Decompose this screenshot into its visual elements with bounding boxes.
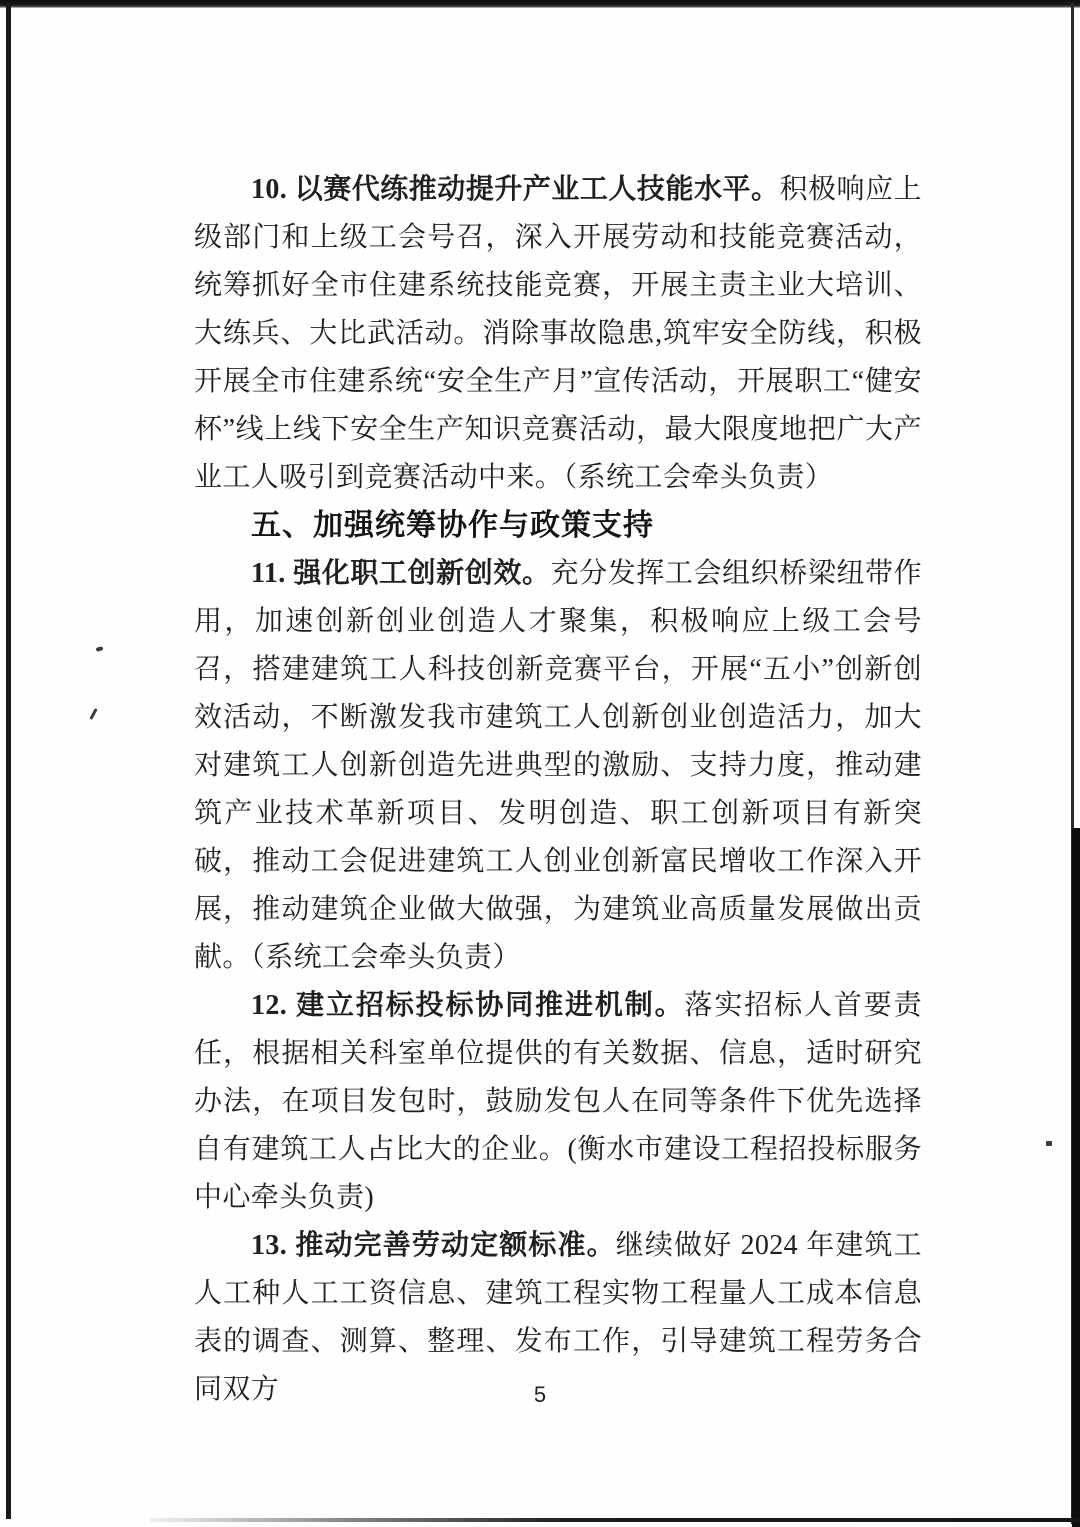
scan-speck [1046, 1141, 1052, 1146]
scan-speck [89, 708, 97, 720]
paragraph-item-12-lead: 12. 建立招标投标协同推进机制。 [251, 990, 685, 1021]
paragraph-item-12-text: 落实招标人首要责任，根据相关科室单位提供的有关数据、信息，适时研究办法，在项目发包时，鼓励发包人在同等条件下优先选择自有建筑工人占比大的企业。(衡水市建设工程招投标服务中心牵头负责) [194, 990, 922, 1213]
paragraph-item-12 [194, 982, 922, 1222]
scan-speck [96, 646, 104, 652]
scan-edge-shadow [1072, 828, 1080, 1527]
paragraph-item-13-text: 继续做好 2024 年建筑工人工种人工工资信息、建筑工程实物工程量人工成本信息表的调查、测算、整理、发布工作，引导建筑工程劳务合同双方 [194, 1230, 922, 1405]
page-border-top [0, 0, 1080, 8]
paragraph-item-10 [194, 166, 922, 502]
paragraph-item-13-lead: 13. 推动完善劳动定额标准。 [251, 1230, 616, 1261]
paragraph-item-10-text: 积极响应上级部门和上级工会号召，深入开展劳动和技能竞赛活动，统筹抓好全市住建系统技能竞赛，开展主责主业大培训、大练兵、大比武活动。消除事故隐患,筑牢安全防线，积极开展全市住建系统“安全生产月”宣传活动，开展职工“健安杯”线上线下安全生产知识竞赛活动，最大限度地把广大产业工人吸引到竞赛活动中来。（系统工会牵头负责） [194, 174, 922, 493]
page-border-left [6, 3, 11, 1519]
section-heading-five: 五、加强统筹协作与政策支持 [251, 509, 654, 542]
paragraph-item-11-lead: 11. 强化职工创新创效。 [251, 558, 551, 589]
page-number: 5 [533, 1382, 547, 1407]
page-border-bottom [150, 1518, 1080, 1522]
paragraph-item-11 [194, 550, 922, 982]
document-body [194, 166, 922, 1414]
paragraph-item-10-lead: 10. 以赛代练推动提升产业工人技能水平。 [251, 174, 780, 205]
paragraph-item-11-text: 充分发挥工会组织桥梁纽带作用，加速创新创业创造人才聚集，积极响应上级工会号召，搭建建筑工人科技创新竞赛平台，开展“五小”创新创效活动，不断激发我市建筑工人创新创业创造活力，加大对建筑工人创新创造先进典型的激励、支持力度，推动建筑产业技术革新项目、发明创造、职工创新项目有新突破，推动工会促进建筑工人创业创新富民增收工作深入开展，推动建筑企业做大做强，为建筑业高质量发展做出贡献。（系统工会牵头负责） [194, 558, 923, 973]
